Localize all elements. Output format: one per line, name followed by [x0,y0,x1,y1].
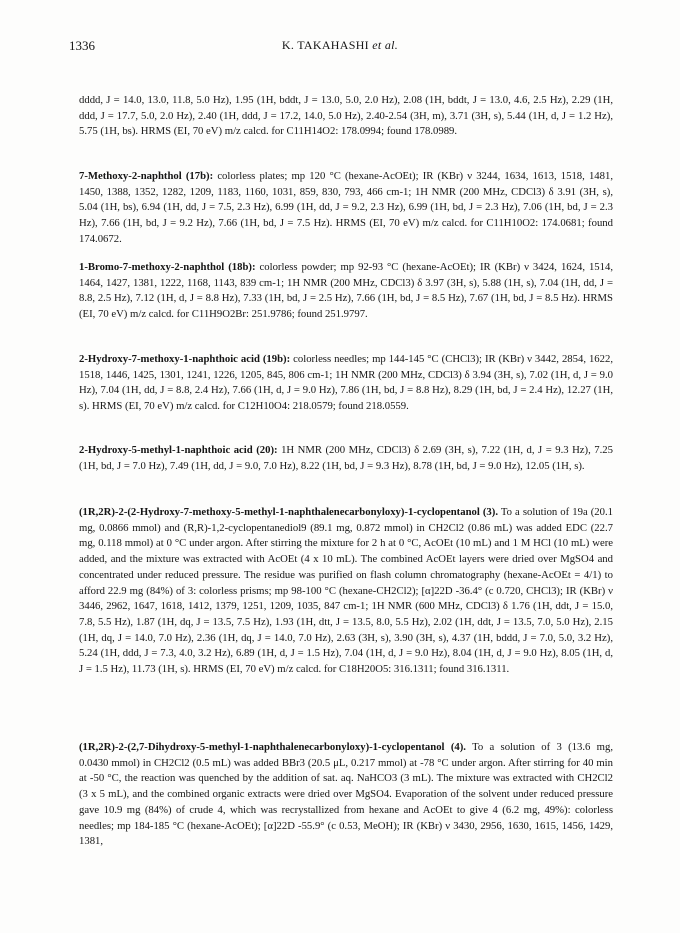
running-header [0,38,680,53]
paragraph-body: colorless needles; mp 144-145 °C (CHCl3); IR (KBr) ν 3442, 2854, 1622, 1518, 1446, 1425, 1301, 1241, 1226, 1205, 845, 806 cm-1; 1H NMR (200 MHz, CDCl3) δ 3.94 (3H, s), 7.02 (1H, d, J = 9.0 Hz), 7.04 (1H, dd, J = 8.8, 2.4 Hz), 7.66 (1H, d, J = 9.0 Hz), 7.86 (1H, bd, J = 8.8 Hz), 8.29 (1H, bd, J = 2.4 Hz), 12.27 (1H, s). HRMS (EI, 70 eV) m/z calcd. for C12H10O4: 218.0579; found 218.0559. [79,353,614,413]
running-header-etal: et al. [372,38,399,52]
compound-19b-paragraph [79,352,613,415]
compound-title: (1R,2R)-2-(2,7-Dihydroxy-5-methyl-1-naphthalenecarbonyloxy)-1-cyclopentanol (4). [79,741,466,753]
paragraph-body: dddd, J = 14.0, 13.0, 11.8, 5.0 Hz), 1.95 (1H, bddt, J = 13.0, 5.0, 2.0 Hz), 2.08 (1H, bddt, J = 13.0, 4.6, 2.5 Hz), 2.29 (1H, ddd, J = 17.7, 5.0, 2.0 Hz), 2.40 (1H, ddd, J = 17.2, 14.0, 5.0 Hz), 2.40-2.54 (3H, m), 3.71 (3H, s), 5.44 (1H, d, J = 1.2 Hz), 5.75 (1H, bs). HRMS (EI, 70 eV) m/z calcd. for C11H14O2: 178.0994; found 178.0989. [79,94,613,138]
running-header-authors: K. TAKAHASHI [281,38,369,52]
compound-18b-paragraph [79,260,613,323]
compound-title: 2-Hydroxy-5-methyl-1-naphthoic acid (20): [79,444,278,456]
paragraph-body: To a solution of 19a (20.1 mg, 0.0866 mmol) and (R,R)-1,2-cyclopentanediol9 (89.1 mg, 0.872 mmol) in CH2Cl2 (0.86 mL) was added EDC (22.7 mg, 0.118 mmol) at 0 °C under argon. After stirring the mixture for 2 h at 0 °C, AcOEt (10 mL) and 1 M HCl (10 mL) were added, and the mixture was extracted with AcOEt (4 x 10 mL). The combined AcOEt layers were dried over MgSO4 and concentrated under reduced pressure. The residue was purified on flash column chromatography (hexane-AcOEt = 4/1) to afford 22.9 mg (84%) of 3: colorless prisms; mp 98-100 °C (hexane-CH2Cl2); [α]22D -36.4° (c 0.720, CHCl3); IR (KBr) ν 3446, 2962, 1647, 1618, 1412, 1379, 1251, 1209, 1035, 847 cm-1; 1H NMR (600 MHz, CDCl3) δ 1.76 (1H, ddt, J = 15.0, 7.8, 5.5 Hz), 1.87 (1H, dq, J = 13.5, 7.5 Hz), 1.93 (1H, dtt, J = 13.5, 8.0, 5.5 Hz), 2.02 (1H, ddt, J = 13.5, 7.0, 5.0 Hz), 2.15 (1H, dq, J = 14.0, 7.0 Hz), 2.36 (1H, dq, J = 14.0, 7.0 Hz), 2.63 (3H, s), 3.90 (3H, s), 4.37 (1H, bddd, J = 7.0, 5.0, 3.2 Hz), 5.24 (1H, ddd, J = 7.3, 4.0, 3.2 Hz), 6.89 (1H, d, J = 1.5 Hz), 7.04 (1H, d, J = 9.0 Hz), 8.04 (1H, d, J = 9.0 Hz), 8.05 (1H, d, J = 1.5 Hz), 11.73 (1H, s). HRMS (EI, 70 eV) m/z calcd. for C18H20O5: 316.1311; found 316.1311. [79,506,613,676]
compound-title: 2-Hydroxy-7-methoxy-1-naphthoic acid (19b): [79,353,291,365]
paragraph-body: colorless plates; mp 120 °C (hexane-AcOEt); IR (KBr) ν 3244, 1634, 1613, 1518, 1481, 1450, 1388, 1352, 1282, 1209, 1183, 1160, 1031, 859, 830, 793, 466 cm-1; 1H NMR (200 MHz, CDCl3) δ 3.91 (3H, s), 5.04 (1H, bs), 6.94 (1H, dd, J = 7.5, 2.3 Hz), 6.99 (1H, dd, J = 9.2, 2.3 Hz), 6.99 (1H, bd, J = 2.3 Hz), 7.06 (1H, bd, J = 2.3 Hz), 7.66 (1H, bd, J = 9.2 Hz), 7.66 (1H, bd, J = 7.5 Hz). HRMS (EI, 70 eV) m/z calcd. for C11H10O2: 174.0681; found 174.0672. [79,170,613,245]
compound-title: 7-Methoxy-2-naphthol (17b): [79,170,214,182]
compound-title: 1-Bromo-7-methoxy-2-naphthol (18b): [79,261,256,273]
paragraph-body: To a solution of 3 (13.6 mg, 0.0430 mmol) in CH2Cl2 (0.5 mL) was added BBr3 (20.5 μL, 0.217 mmol) at -78 °C under argon. After stirring for 40 min at -50 °C, the reaction was quenched by the addition of sat. aq. NaHCO3 (3 mL). The mixture was extracted with CH2Cl2 (3 x 5 mL), and the combined organic extracts were dried over MgSO4. Evaporation of the solvent under reduced pressure gave 10.9 mg (84%) of crude 4, which was recrystallized from hexane and AcOEt to give 4 (6.2 mg, 49%): colorless needles; mp 184-185 °C (hexane-AcOEt); [α]22D -55.9° (c 0.53, MeOH); IR (KBr) ν 3430, 2956, 1630, 1615, 1456, 1429, 1381, [79,741,613,848]
page-number: 1336 [69,38,95,53]
paragraph-body: colorless powder; mp 92-93 °C (hexane-AcOEt); IR (KBr) ν 3424, 1624, 1514, 1464, 1427, 1381, 1222, 1168, 1143, 839 cm-1; 1H NMR (200 MHz, CDCl3) δ 3.97 (3H, s), 5.88 (1H, s), 7.04 (1H, dd, J = 8.8, 2.5 Hz), 7.12 (1H, d, J = 8.8 Hz), 7.33 (1H, bd, J = 2.5 Hz), 7.66 (1H, bd, J = 8.5 Hz), 7.67 (1H, bd, J = 8.5 Hz). HRMS (EI, 70 eV) m/z calcd. for C11H9O2Br: 251.9786; found 251.9797. [79,261,614,321]
compound-3-paragraph [79,505,613,678]
continued-nmr-paragraph [79,93,613,140]
compound-4-paragraph [79,740,613,850]
paragraph-body: 1H NMR (200 MHz, CDCl3) δ 2.69 (3H, s), 7.22 (1H, d, J = 9.3 Hz), 7.25 (1H, bd, J = 7.0 Hz), 7.49 (1H, dd, J = 9.0, 7.0 Hz), 8.22 (1H, bd, J = 9.3 Hz), 8.78 (1H, bd, J = 9.0 Hz), 12.05 (1H, s). [79,444,613,472]
compound-title: (1R,2R)-2-(2-Hydroxy-7-methoxy-5-methyl-1-naphthalenecarbonyloxy)-1-cyclopentanol (3). [79,506,499,518]
compound-17b-paragraph [79,169,613,248]
compound-20-paragraph [79,443,613,474]
